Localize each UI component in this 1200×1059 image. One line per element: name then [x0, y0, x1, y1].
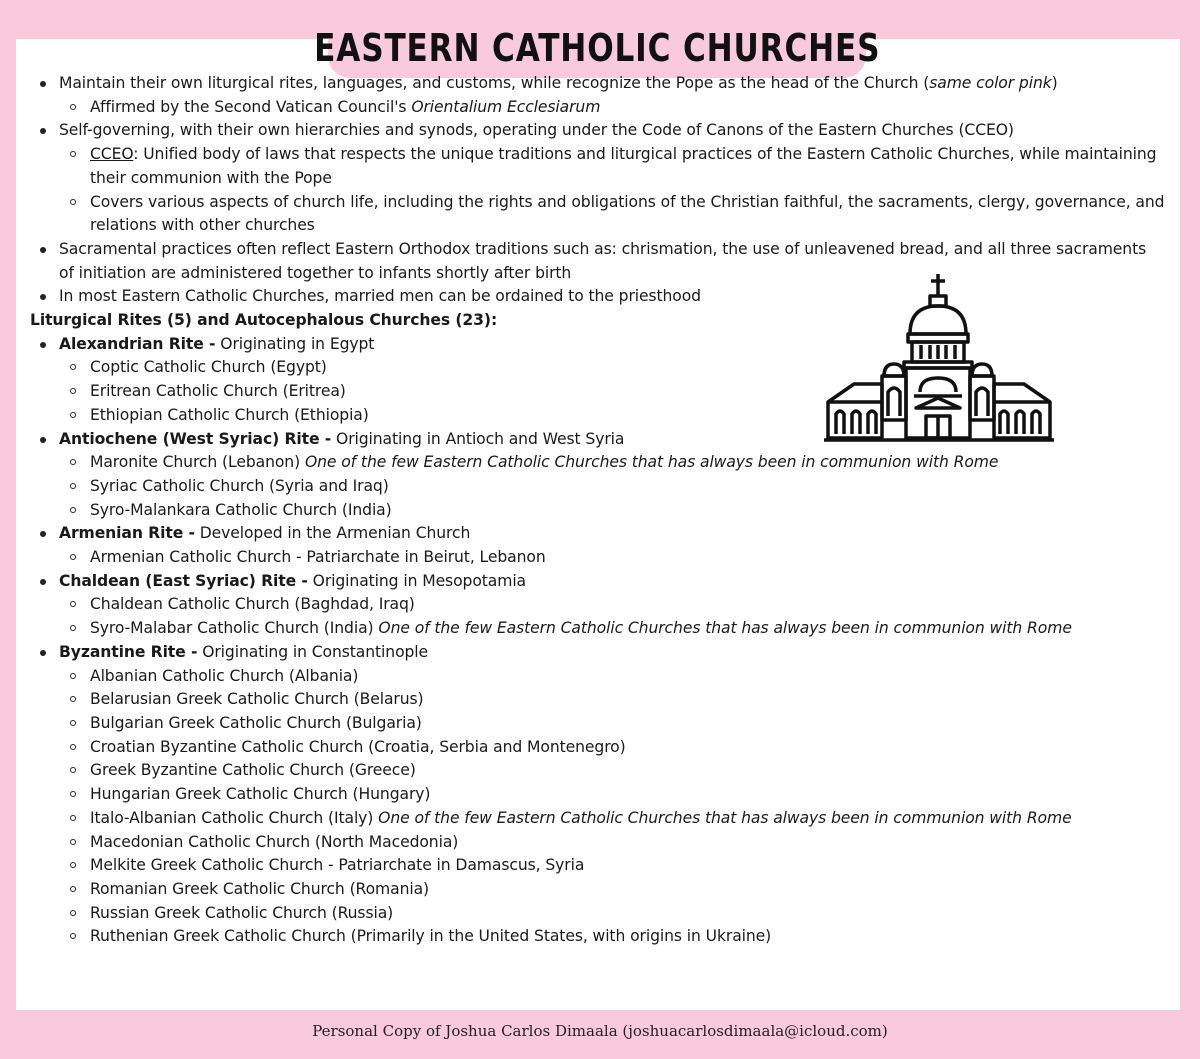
intro-subitem: Affirmed by the Second Vatican Council's Orientalium Ecclesiarum [30, 96, 1165, 120]
church-item: Chaldean Catholic Church (Baghdad, Iraq) [30, 593, 1165, 617]
church-item: Ruthenian Greek Catholic Church (Primarily in the United States, with origins in Ukraine) [30, 925, 1165, 949]
church-item: Croatian Byzantine Catholic Church (Croatia, Serbia and Montenegro) [30, 736, 1165, 760]
church-note: One of the few Eastern Catholic Churches that has always been in communion with Rome [378, 619, 1072, 638]
document-body [30, 72, 1165, 949]
church-item: Hungarian Greek Catholic Church (Hungary) [30, 783, 1165, 807]
church-item: Syro-Malabar Catholic Church (India) One of the few Eastern Catholic Churches that has always been in communion with Rome [30, 617, 1165, 641]
rite-item: Alexandrian Rite - Originating in Egypt [30, 333, 1165, 357]
church-item: Ethiopian Catholic Church (Ethiopia) [30, 404, 1165, 428]
intro-item: In most Eastern Catholic Churches, married men can be ordained to the priesthood [30, 285, 1165, 309]
church-item: Coptic Catholic Church (Egypt) [30, 356, 1165, 380]
church-item: Syro-Malankara Catholic Church (India) [30, 499, 1165, 523]
church-item: Russian Greek Catholic Church (Russia) [30, 902, 1165, 926]
church-note: One of the few Eastern Catholic Churches that has always been in communion with Rome [378, 808, 1072, 827]
page-title: EASTERN CATHOLIC CHURCHES [313, 26, 881, 70]
intro-item: Self-governing, with their own hierarchies and synods, operating under the Code of Canons of the Eastern Churches (CCEO) [30, 119, 1165, 143]
church-item: Italo-Albanian Catholic Church (Italy) One of the few Eastern Catholic Churches that has always been in communion with Rome [30, 807, 1165, 831]
church-item: Bulgarian Greek Catholic Church (Bulgaria) [30, 712, 1165, 736]
church-item: Romanian Greek Catholic Church (Romania) [30, 878, 1165, 902]
cceo-term: CCEO [90, 145, 134, 164]
rites-heading: Liturgical Rites (5) and Autocephalous Churches (23): [30, 311, 498, 330]
church-item: Albanian Catholic Church (Albania) [30, 665, 1165, 689]
church-item: Melkite Greek Catholic Church - Patriarchate in Damascus, Syria [30, 854, 1165, 878]
cathedral-icon [824, 272, 1054, 444]
rite-item: Chaldean (East Syriac) Rite - Originating in Mesopotamia [30, 570, 1165, 594]
church-item: Syriac Catholic Church (Syria and Iraq) [30, 475, 1165, 499]
footer-note: Personal Copy of Joshua Carlos Dimaala (joshuacarlosdimaala@icloud.com) [312, 1022, 888, 1040]
church-item: Greek Byzantine Catholic Church (Greece) [30, 759, 1165, 783]
rite-item: Armenian Rite - Developed in the Armenian Church [30, 522, 1165, 546]
church-item: Belarusian Greek Catholic Church (Belarus) [30, 688, 1165, 712]
intro-subitem: Covers various aspects of church life, including the rights and obligations of the Christian faithful, the sacraments, clergy, governance, and relations with other churches [30, 191, 1165, 238]
intro-subitem: CCEO: Unified body of laws that respects the unique traditions and liturgical practices of the Eastern Catholic Churches, while maintaining their communion with the Pope [30, 143, 1165, 190]
church-item: Macedonian Catholic Church (North Macedonia) [30, 831, 1165, 855]
church-item: Armenian Catholic Church - Patriarchate in Beirut, Lebanon [30, 546, 1165, 570]
rite-item: Byzantine Rite - Originating in Constantinople [30, 641, 1165, 665]
intro-item: Maintain their own liturgical rites, languages, and customs, while recognize the Pope as the head of the Church (same color pink) [30, 72, 1165, 96]
church-item: Maronite Church (Lebanon) One of the few Eastern Catholic Churches that has always been in communion with Rome [30, 451, 1165, 475]
church-note: One of the few Eastern Catholic Churches that has always been in communion with Rome [304, 453, 999, 472]
title-banner [313, 18, 881, 78]
rite-item: Antiochene (West Syriac) Rite - Originating in Antioch and West Syria [30, 428, 1165, 452]
intro-item: Sacramental practices often reflect Eastern Orthodox traditions such as: chrismation, the use of unleavened bread, and all three sacraments of initiation are administered together to infants shortly after birth [30, 238, 1165, 285]
church-item: Eritrean Catholic Church (Eritrea) [30, 380, 1165, 404]
